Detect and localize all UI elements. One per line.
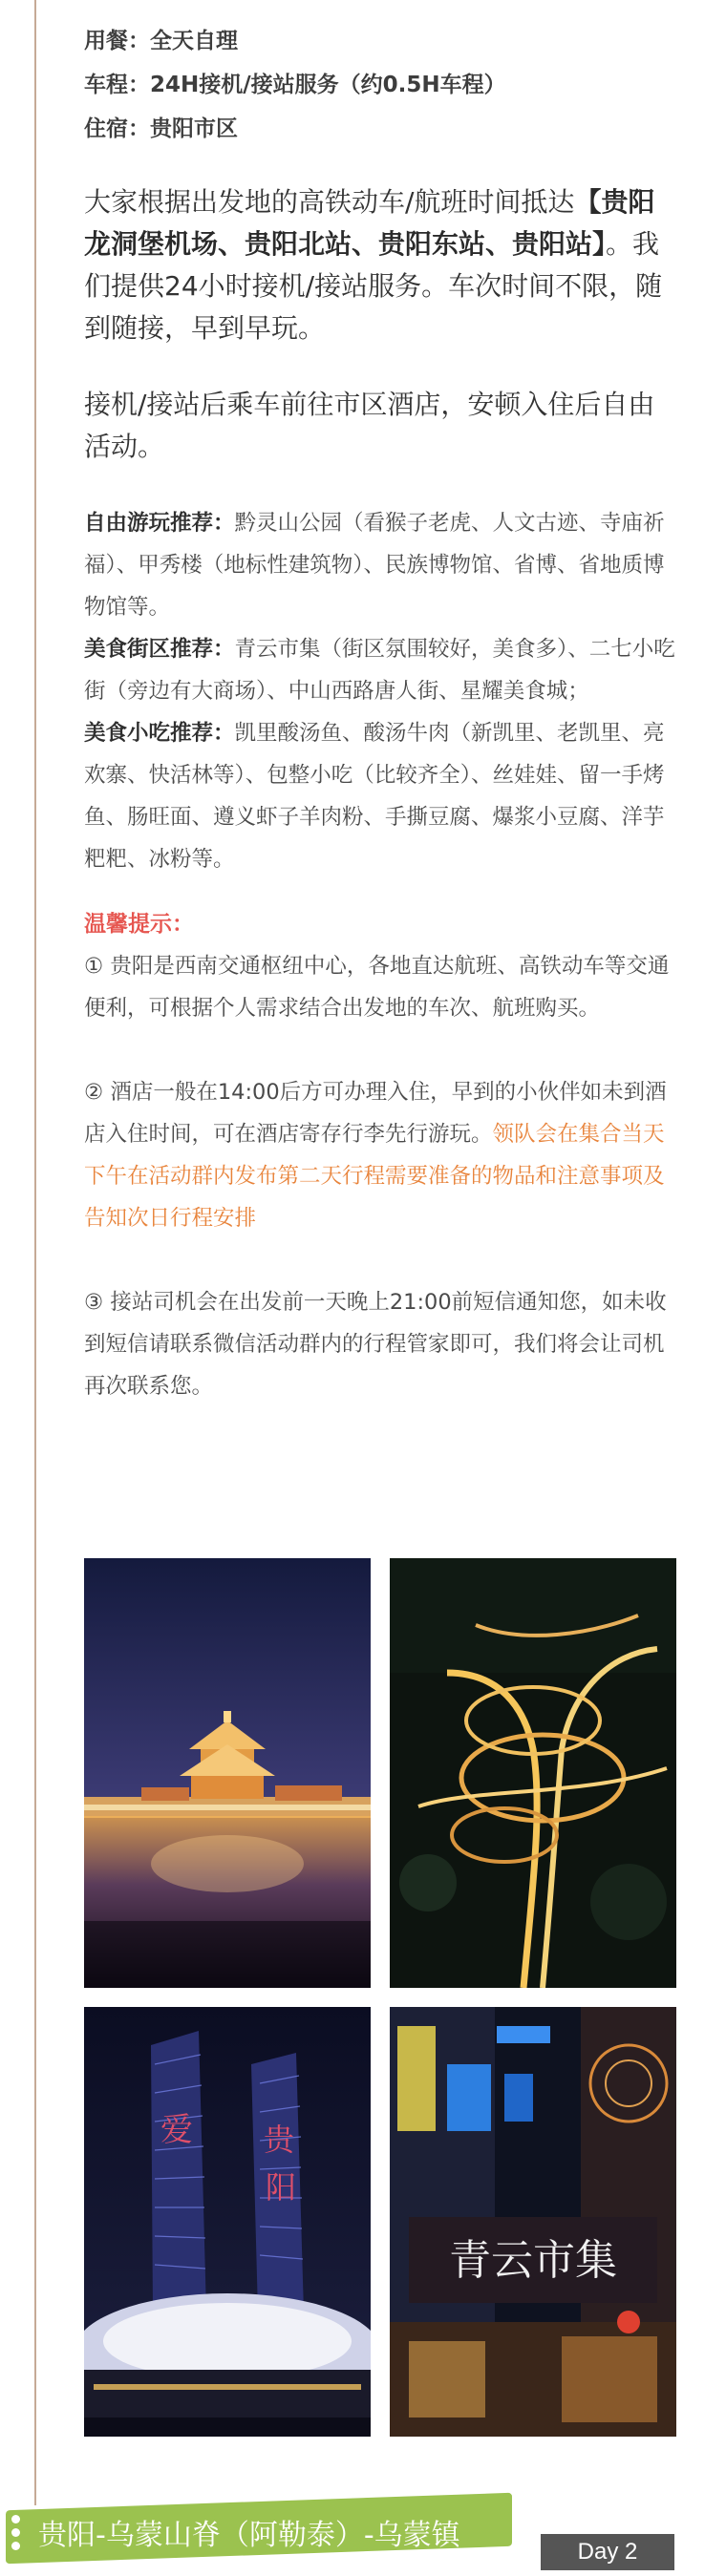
rec-text: 黔灵山公园（看猴子老虎、人文古迹、寺庙祈福）、甲秀楼（地标性建筑物）、民族博物馆、省博、省地质博物馆等。 bbox=[84, 511, 665, 620]
building-char-3: 阳 bbox=[266, 2169, 297, 2206]
day2-route-title: 贵阳-乌蒙山脊（阿勒泰）-乌蒙镇 bbox=[38, 2519, 460, 2552]
arrival-stations: 【贵阳龙洞堡机场、贵阳北站、贵阳东站、贵阳站】 bbox=[84, 186, 655, 260]
timeline-line bbox=[34, 0, 36, 2505]
arrival-intro bbox=[84, 181, 676, 349]
highway-interchange-photo bbox=[390, 1558, 676, 1988]
rec-label: 自由游玩推荐： bbox=[84, 511, 235, 536]
jiaxiu-tower-photo bbox=[84, 1558, 371, 1988]
banner-dots-icon bbox=[11, 2515, 21, 2553]
rec-label: 美食街区推荐： bbox=[84, 637, 235, 662]
store-sign: 青云市集 bbox=[449, 2236, 617, 2285]
intro-text-2: 。我们提供24小时接机/接站服务。车次时间不限，随到随接，早到早玩。 bbox=[84, 228, 663, 344]
building-char-1: 爱 bbox=[160, 2111, 193, 2149]
tip-hotel bbox=[84, 1071, 676, 1239]
stay-info: 住宿：贵阳市区 bbox=[84, 116, 238, 141]
day2-banner bbox=[0, 2494, 726, 2576]
rec-snacks bbox=[84, 712, 676, 880]
building-char-2: 贵 bbox=[264, 2122, 295, 2158]
rec-food-streets bbox=[84, 628, 676, 712]
rec-sightseeing bbox=[84, 502, 676, 628]
meals-info: 用餐：全天自理 bbox=[84, 29, 238, 53]
recommendations bbox=[84, 502, 676, 880]
qingyun-market-photo bbox=[390, 2007, 676, 2437]
drive-info: 车程：24H接机/接站服务（约0.5H车程） bbox=[84, 73, 506, 97]
rec-label: 美食小吃推荐： bbox=[84, 721, 235, 746]
hotel-intro: 接机/接站后乘车前往市区酒店，安顿入住后自由活动。 bbox=[84, 389, 655, 462]
tip-transport: ① 贵阳是西南交通枢纽中心，各地直达航班、高铁动车等交通便利，可根据个人需求结合出发地的车次、航班购买。 bbox=[84, 954, 670, 1021]
day1-content bbox=[84, 19, 676, 1407]
tip-driver: ③ 接站司机会在出发前一天晚上21:00前短信通知您，如未收到短信请联系微信活动群内的行程管家即可，我们将会让司机再次联系您。 bbox=[84, 1290, 667, 1399]
tip-hotel-highlight: 领队会在集合当天下午在活动群内发布第二天行程需要准备的物品和注意事项及告知次日行程安排 bbox=[84, 1122, 665, 1231]
tips-title: 温馨提示： bbox=[84, 912, 194, 937]
tip-hotel-text: ② 酒店一般在14:00后方可办理入住，早到的小伙伴如未到酒店入住时间，可在酒店寄存行李先行游玩。 bbox=[84, 1080, 667, 1147]
twin-towers-photo bbox=[84, 2007, 371, 2437]
rec-text: 青云市集（街区氛围较好，美食多）、二七小吃街（旁边有大商场）、中山西路唐人街、星耀美食城； bbox=[84, 637, 675, 704]
day-badge: Day 2 bbox=[541, 2534, 674, 2570]
intro-text-1: 大家根据出发地的高铁动车/航班时间抵达 bbox=[84, 186, 575, 218]
photo-grid bbox=[84, 1558, 678, 2437]
rec-text: 凯里酸汤鱼、酸汤牛肉（新凯里、老凯里、亮欢寨、快活林等）、包整小吃（比较齐全）、丝娃娃、留一手烤鱼、肠旺面、遵义虾子羊肉粉、手撕豆腐、爆浆小豆腐、洋芋粑粑、冰粉等。 bbox=[84, 721, 665, 872]
